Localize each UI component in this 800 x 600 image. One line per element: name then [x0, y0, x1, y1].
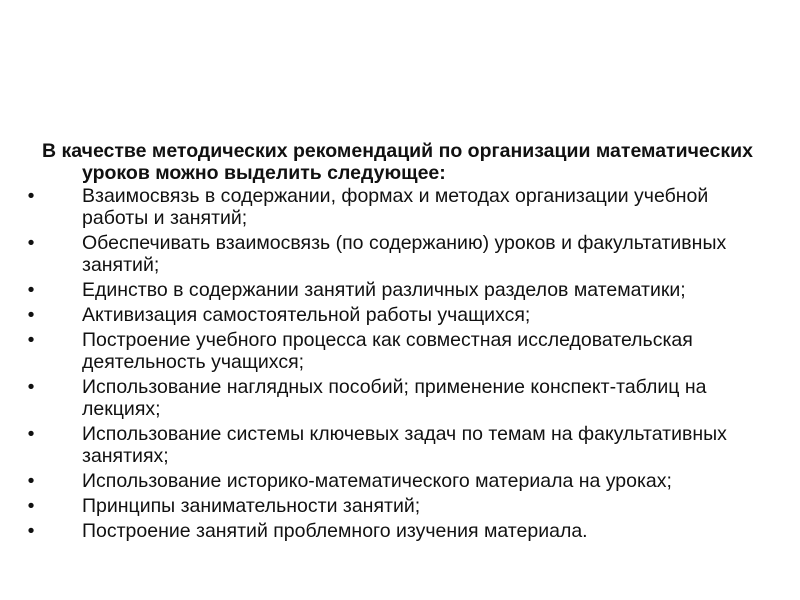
list-item-text: Использование системы ключевых задач по темам на факультативных занятиях; — [82, 423, 727, 467]
slide-heading: В качестве методических рекомендаций по организации математических уроков можно выделить следующее: — [42, 140, 753, 184]
bullet-icon: • — [27, 185, 35, 207]
list-item — [27, 185, 762, 229]
bullet-icon: • — [27, 329, 35, 351]
list-item-text: Использование наглядных пособий; применение конспект-таблиц на лекциях; — [82, 376, 707, 420]
bullet-icon: • — [27, 470, 35, 492]
list-item-text: Активизация самостоятельной работы учащихся; — [82, 304, 531, 326]
bullet-icon: • — [27, 376, 35, 398]
list-item — [27, 232, 762, 276]
bullet-icon: • — [27, 423, 35, 445]
list-item-text: Построение учебного процесса как совместная исследовательская деятельность учащихся; — [82, 329, 693, 373]
slide-content — [27, 140, 762, 545]
list-item — [27, 423, 762, 467]
list-item — [27, 304, 762, 326]
bullet-icon: • — [27, 495, 35, 517]
bullet-icon: • — [27, 304, 35, 326]
list-item — [27, 470, 762, 492]
list-item-text: Единство в содержании занятий различных разделов математики; — [82, 279, 686, 301]
bullet-icon: • — [27, 232, 35, 254]
list-item — [27, 520, 762, 542]
list-item-text: Построение занятий проблемного изучения материала. — [82, 520, 588, 542]
list-item — [27, 329, 762, 373]
recommendations-list — [27, 185, 762, 542]
bullet-icon: • — [27, 279, 35, 301]
list-item-text: Использование историко-математического материала на уроках; — [82, 470, 672, 492]
list-item — [27, 495, 762, 517]
list-item — [27, 279, 762, 301]
list-item-text: Обеспечивать взаимосвязь (по содержанию) уроков и факультативных занятий; — [82, 232, 727, 276]
list-item-text: Принципы занимательности занятий; — [82, 495, 421, 517]
bullet-icon: • — [27, 520, 35, 542]
list-item — [27, 376, 762, 420]
list-item-text: Взаимосвязь в содержании, формах и методах организации учебной работы и занятий; — [82, 185, 709, 229]
